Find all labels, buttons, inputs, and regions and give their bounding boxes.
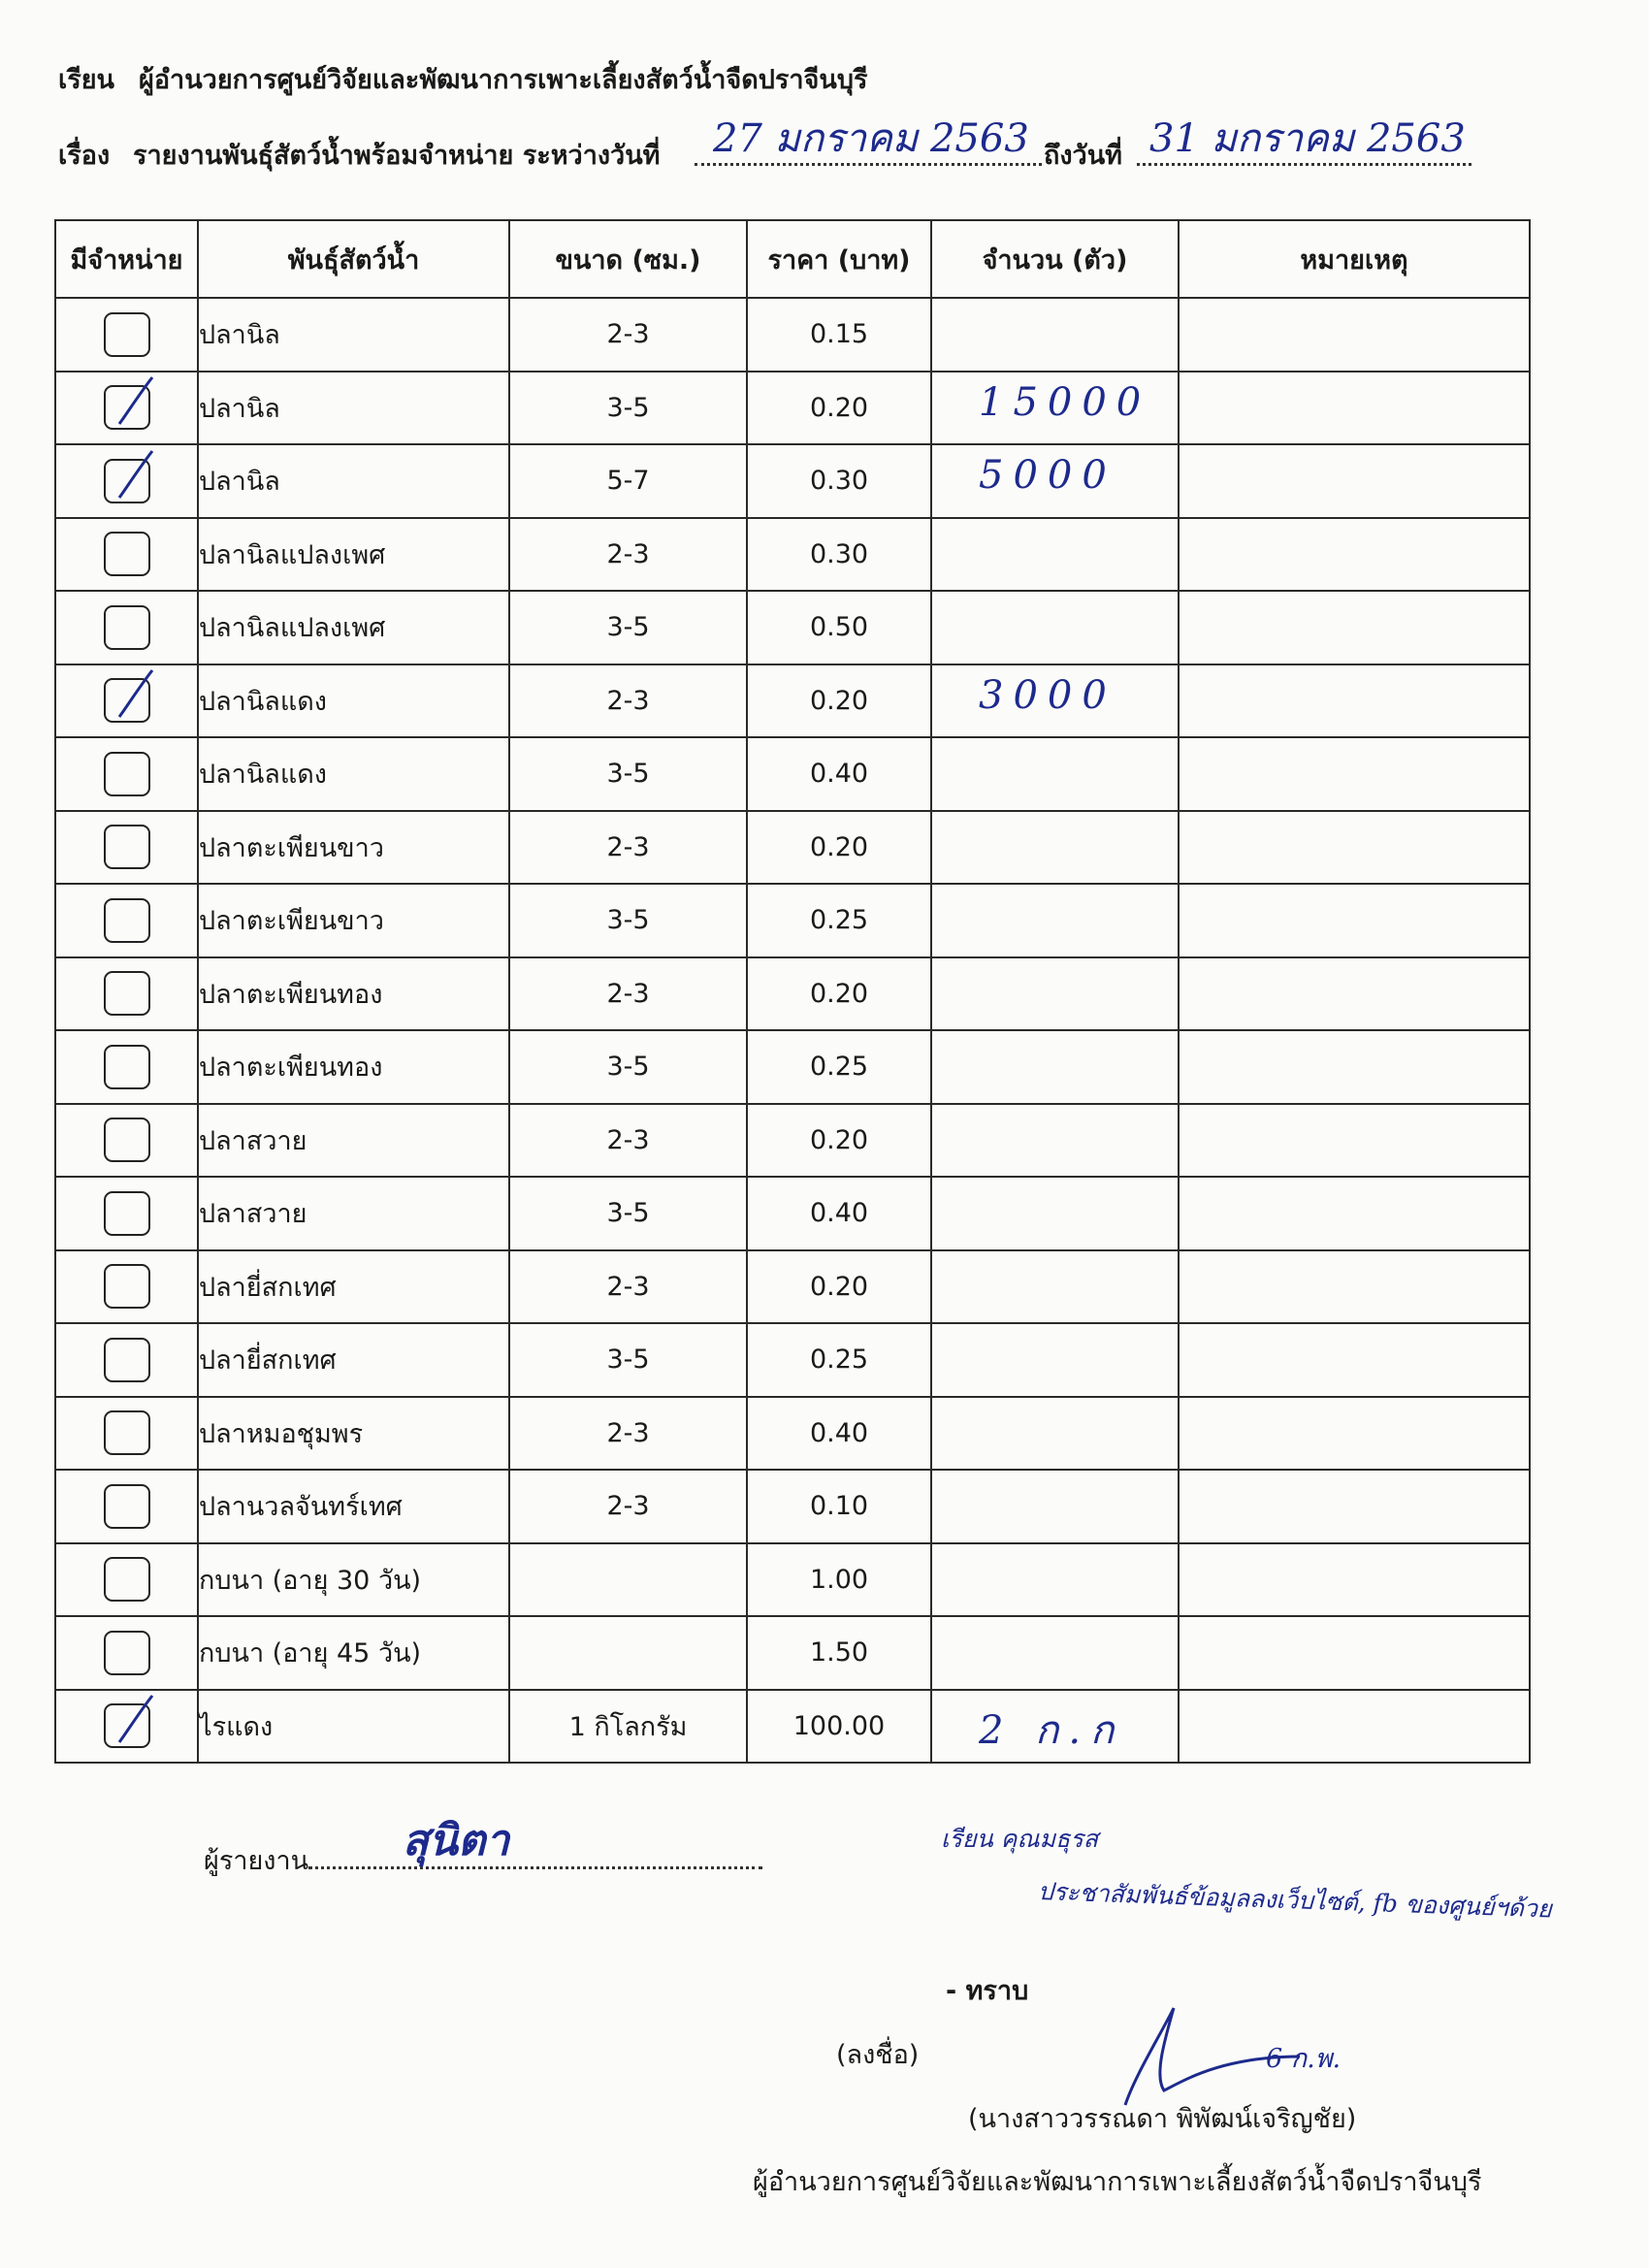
available-cell (55, 811, 198, 885)
available-cell (55, 591, 198, 664)
size-cell: 2-3 (509, 1470, 747, 1543)
available-checkbox[interactable] (104, 1191, 150, 1236)
available-cell (55, 664, 198, 738)
quantity-handwritten: 5000 (979, 453, 1116, 498)
available-checkbox[interactable] (104, 1410, 150, 1455)
species-cell: ปลานิลแดง (198, 737, 509, 811)
available-checkbox[interactable] (104, 605, 150, 650)
check-mark-icon (117, 373, 154, 432)
remarks-cell (1179, 444, 1530, 518)
price-cell: 0.10 (747, 1470, 931, 1543)
price-cell: 0.25 (747, 1323, 931, 1397)
available-checkbox[interactable] (104, 678, 150, 723)
quantity-cell (931, 1543, 1179, 1617)
price-cell: 0.40 (747, 737, 931, 811)
table-row (55, 591, 1530, 664)
table-row (55, 372, 1530, 445)
price-cell: 0.15 (747, 298, 931, 372)
date-from-handwritten: 27 มกราคม 2563 (713, 116, 1029, 161)
remarks-cell (1179, 737, 1530, 811)
size-cell: 3-5 (509, 591, 747, 664)
size-cell (509, 1616, 747, 1690)
quantity-handwritten: 15000 (979, 379, 1151, 425)
species-cell: ปลานิล (198, 372, 509, 445)
table-row (55, 1470, 1530, 1543)
available-checkbox[interactable] (104, 459, 150, 503)
available-cell (55, 737, 198, 811)
available-cell (55, 1323, 198, 1397)
price-cell: 0.20 (747, 1104, 931, 1178)
remarks-cell (1179, 957, 1530, 1031)
available-checkbox[interactable] (104, 1484, 150, 1529)
available-cell (55, 444, 198, 518)
table-row (55, 1616, 1530, 1690)
remarks-cell (1179, 591, 1530, 664)
size-cell: 3-5 (509, 1323, 747, 1397)
quantity-cell (931, 811, 1179, 885)
remarks-cell (1179, 518, 1530, 592)
remarks-cell (1179, 1397, 1530, 1471)
table-row (55, 737, 1530, 811)
quantity-cell (931, 1470, 1179, 1543)
remarks-cell (1179, 1690, 1530, 1764)
available-checkbox[interactable] (104, 971, 150, 1016)
species-cell: ปลาสวาย (198, 1104, 509, 1178)
subject-text: รายงานพันธุ์สัตว์น้ำพร้อมจำหน่าย ระหว่างวันที่ (133, 141, 661, 171)
available-cell (55, 1470, 198, 1543)
available-cell (55, 1250, 198, 1324)
size-cell: 2-3 (509, 664, 747, 738)
quantity-handwritten: 2 ก.ก (979, 1707, 1124, 1753)
species-cell: ปลานิลแปลงเพศ (198, 591, 509, 664)
col-header-species: พันธุ์สัตว์น้ำ (198, 220, 509, 298)
director-title: ผู้อำนวยการศูนย์วิจัยและพัฒนาการเพาะเลี้ยงสัตว์น้ำจืดปราจีนบุรี (753, 2167, 1482, 2197)
species-cell: ไรแดง (198, 1690, 509, 1764)
available-checkbox[interactable] (104, 532, 150, 576)
available-checkbox[interactable] (104, 1045, 150, 1089)
to-date-label: ถึงวันที่ (1044, 141, 1122, 171)
signed-label: (ลงชื่อ) (836, 2040, 920, 2070)
available-checkbox[interactable] (104, 1118, 150, 1162)
species-cell: ปลาสวาย (198, 1177, 509, 1250)
table-row (55, 1250, 1530, 1324)
price-cell: 0.20 (747, 811, 931, 885)
available-cell (55, 884, 198, 957)
table-row (55, 1397, 1530, 1471)
table-row (55, 957, 1530, 1031)
available-cell (55, 1690, 198, 1764)
table-row (55, 884, 1530, 957)
available-cell (55, 1397, 198, 1471)
table-row (55, 518, 1530, 592)
available-cell (55, 1616, 198, 1690)
price-cell: 0.30 (747, 518, 931, 592)
price-cell: 0.30 (747, 444, 931, 518)
species-cell: ปลานิล (198, 444, 509, 518)
quantity-cell (931, 957, 1179, 1031)
remarks-cell (1179, 1104, 1530, 1178)
reporter-signature: สุนิตา (403, 1816, 510, 1865)
quantity-cell (931, 1323, 1179, 1397)
to-label: เรียน (58, 65, 115, 95)
check-mark-icon (117, 447, 154, 505)
quantity-cell (931, 664, 1179, 738)
table-row (55, 298, 1530, 372)
table-row (55, 1177, 1530, 1250)
quantity-cell (931, 298, 1179, 372)
remarks-cell (1179, 811, 1530, 885)
size-cell: 2-3 (509, 1250, 747, 1324)
remarks-cell (1179, 884, 1530, 957)
size-cell: 1 กิโลกรัม (509, 1690, 747, 1764)
table-row (55, 664, 1530, 738)
species-cell: ปลายี่สกเทศ (198, 1250, 509, 1324)
available-cell (55, 957, 198, 1031)
available-cell (55, 372, 198, 445)
remarks-cell (1179, 1470, 1530, 1543)
size-cell: 3-5 (509, 1030, 747, 1104)
remarks-cell (1179, 1250, 1530, 1324)
table-row (55, 1104, 1530, 1178)
col-header-size: ขนาด (ซม.) (509, 220, 747, 298)
available-checkbox[interactable] (104, 752, 150, 796)
size-cell: 2-3 (509, 298, 747, 372)
remarks-cell (1179, 1177, 1530, 1250)
available-checkbox[interactable] (104, 312, 150, 357)
available-checkbox[interactable] (104, 385, 150, 430)
species-cell: ปลาตะเพียนทอง (198, 957, 509, 1031)
price-cell: 0.50 (747, 591, 931, 664)
available-checkbox[interactable] (104, 1703, 150, 1748)
size-cell: 2-3 (509, 1397, 747, 1471)
col-header-quantity: จำนวน (ตัว) (931, 220, 1179, 298)
price-cell: 0.40 (747, 1177, 931, 1250)
available-cell (55, 298, 198, 372)
species-cell: ปลาตะเพียนขาว (198, 811, 509, 885)
acknowledge-text: - ทราบ (946, 1976, 1029, 2006)
col-header-remarks: หมายเหตุ (1179, 220, 1530, 298)
quantity-cell (931, 1030, 1179, 1104)
remarks-cell (1179, 1543, 1530, 1617)
size-cell: 2-3 (509, 957, 747, 1031)
size-cell: 3-5 (509, 372, 747, 445)
available-cell (55, 1030, 198, 1104)
table-header-row (55, 220, 1530, 298)
quantity-cell (931, 1616, 1179, 1690)
quantity-cell (931, 1690, 1179, 1764)
check-mark-icon (117, 1692, 154, 1750)
price-cell: 0.40 (747, 1397, 931, 1471)
size-cell (509, 1543, 747, 1617)
species-cell: ปลาหมอชุมพร (198, 1397, 509, 1471)
species-cell: ปลาตะเพียนทอง (198, 1030, 509, 1104)
species-cell: กบนา (อายุ 45 วัน) (198, 1616, 509, 1690)
price-cell: 0.25 (747, 1030, 931, 1104)
available-cell (55, 518, 198, 592)
table-row (55, 1030, 1530, 1104)
col-header-price: ราคา (บาท) (747, 220, 931, 298)
available-checkbox[interactable] (104, 825, 150, 869)
available-checkbox[interactable] (104, 1264, 150, 1309)
available-cell (55, 1104, 198, 1178)
size-cell: 3-5 (509, 737, 747, 811)
species-cell: ปลานวลจันทร์เทศ (198, 1470, 509, 1543)
size-cell: 2-3 (509, 1104, 747, 1178)
price-cell: 0.20 (747, 957, 931, 1031)
quantity-handwritten: 3000 (979, 672, 1116, 718)
price-cell: 1.50 (747, 1616, 931, 1690)
available-cell (55, 1177, 198, 1250)
size-cell: 3-5 (509, 884, 747, 957)
quantity-cell (931, 1104, 1179, 1178)
quantity-cell (931, 591, 1179, 664)
quantity-cell (931, 444, 1179, 518)
reporter-label: ผู้รายงาน (204, 1846, 309, 1876)
price-cell: 0.20 (747, 1250, 931, 1324)
size-cell: 2-3 (509, 811, 747, 885)
signed-date-handwritten: 6 ก.พ. (1266, 2044, 1342, 2074)
quantity-cell (931, 1177, 1179, 1250)
date-to-handwritten: 31 มกราคม 2563 (1149, 116, 1466, 161)
to-recipient: ผู้อำนวยการศูนย์วิจัยและพัฒนาการเพาะเลี้ยงสัตว์น้ำจืดปราจีนบุรี (139, 65, 868, 95)
species-cell: กบนา (อายุ 30 วัน) (198, 1543, 509, 1617)
species-cell: ปลายี่สกเทศ (198, 1323, 509, 1397)
handwritten-note-line1: เรียน คุณมธุรส (941, 1825, 1098, 1853)
check-mark-icon (117, 666, 154, 725)
available-checkbox[interactable] (104, 1557, 150, 1602)
price-cell: 0.20 (747, 664, 931, 738)
table-row (55, 1690, 1530, 1764)
remarks-cell (1179, 1323, 1530, 1397)
price-cell: 0.20 (747, 372, 931, 445)
size-cell: 5-7 (509, 444, 747, 518)
available-checkbox[interactable] (104, 1338, 150, 1382)
price-cell: 0.25 (747, 884, 931, 957)
quantity-cell (931, 518, 1179, 592)
available-checkbox[interactable] (104, 1631, 150, 1675)
remarks-cell (1179, 298, 1530, 372)
species-cell: ปลานิล (198, 298, 509, 372)
table-row (55, 444, 1530, 518)
remarks-cell (1179, 372, 1530, 445)
fish-stock-table (54, 219, 1531, 1764)
quantity-cell (931, 737, 1179, 811)
species-cell: ปลานิลแดง (198, 664, 509, 738)
available-checkbox[interactable] (104, 898, 150, 943)
remarks-cell (1179, 1616, 1530, 1690)
remarks-cell (1179, 1030, 1530, 1104)
handwritten-note-line2: ประชาสัมพันธ์ข้อมูลลงเว็บไซต์, fb ของศูนย์ฯด้วย (1037, 1877, 1553, 1924)
price-cell: 100.00 (747, 1690, 931, 1764)
available-cell (55, 1543, 198, 1617)
size-cell: 3-5 (509, 1177, 747, 1250)
table-row (55, 1543, 1530, 1617)
size-cell: 2-3 (509, 518, 747, 592)
table-row (55, 811, 1530, 885)
price-cell: 1.00 (747, 1543, 931, 1617)
subject-label: เรื่อง (58, 141, 111, 171)
table-row (55, 1323, 1530, 1397)
quantity-cell (931, 372, 1179, 445)
species-cell: ปลาตะเพียนขาว (198, 884, 509, 957)
quantity-cell (931, 1397, 1179, 1471)
col-header-available: มีจำหน่าย (55, 220, 198, 298)
director-name: (นางสาววรรณดา พิพัฒน์เจริญชัย) (968, 2104, 1357, 2134)
quantity-cell (931, 1250, 1179, 1324)
reporter-dotted-line (308, 1866, 762, 1869)
quantity-cell (931, 884, 1179, 957)
remarks-cell (1179, 664, 1530, 738)
species-cell: ปลานิลแปลงเพศ (198, 518, 509, 592)
